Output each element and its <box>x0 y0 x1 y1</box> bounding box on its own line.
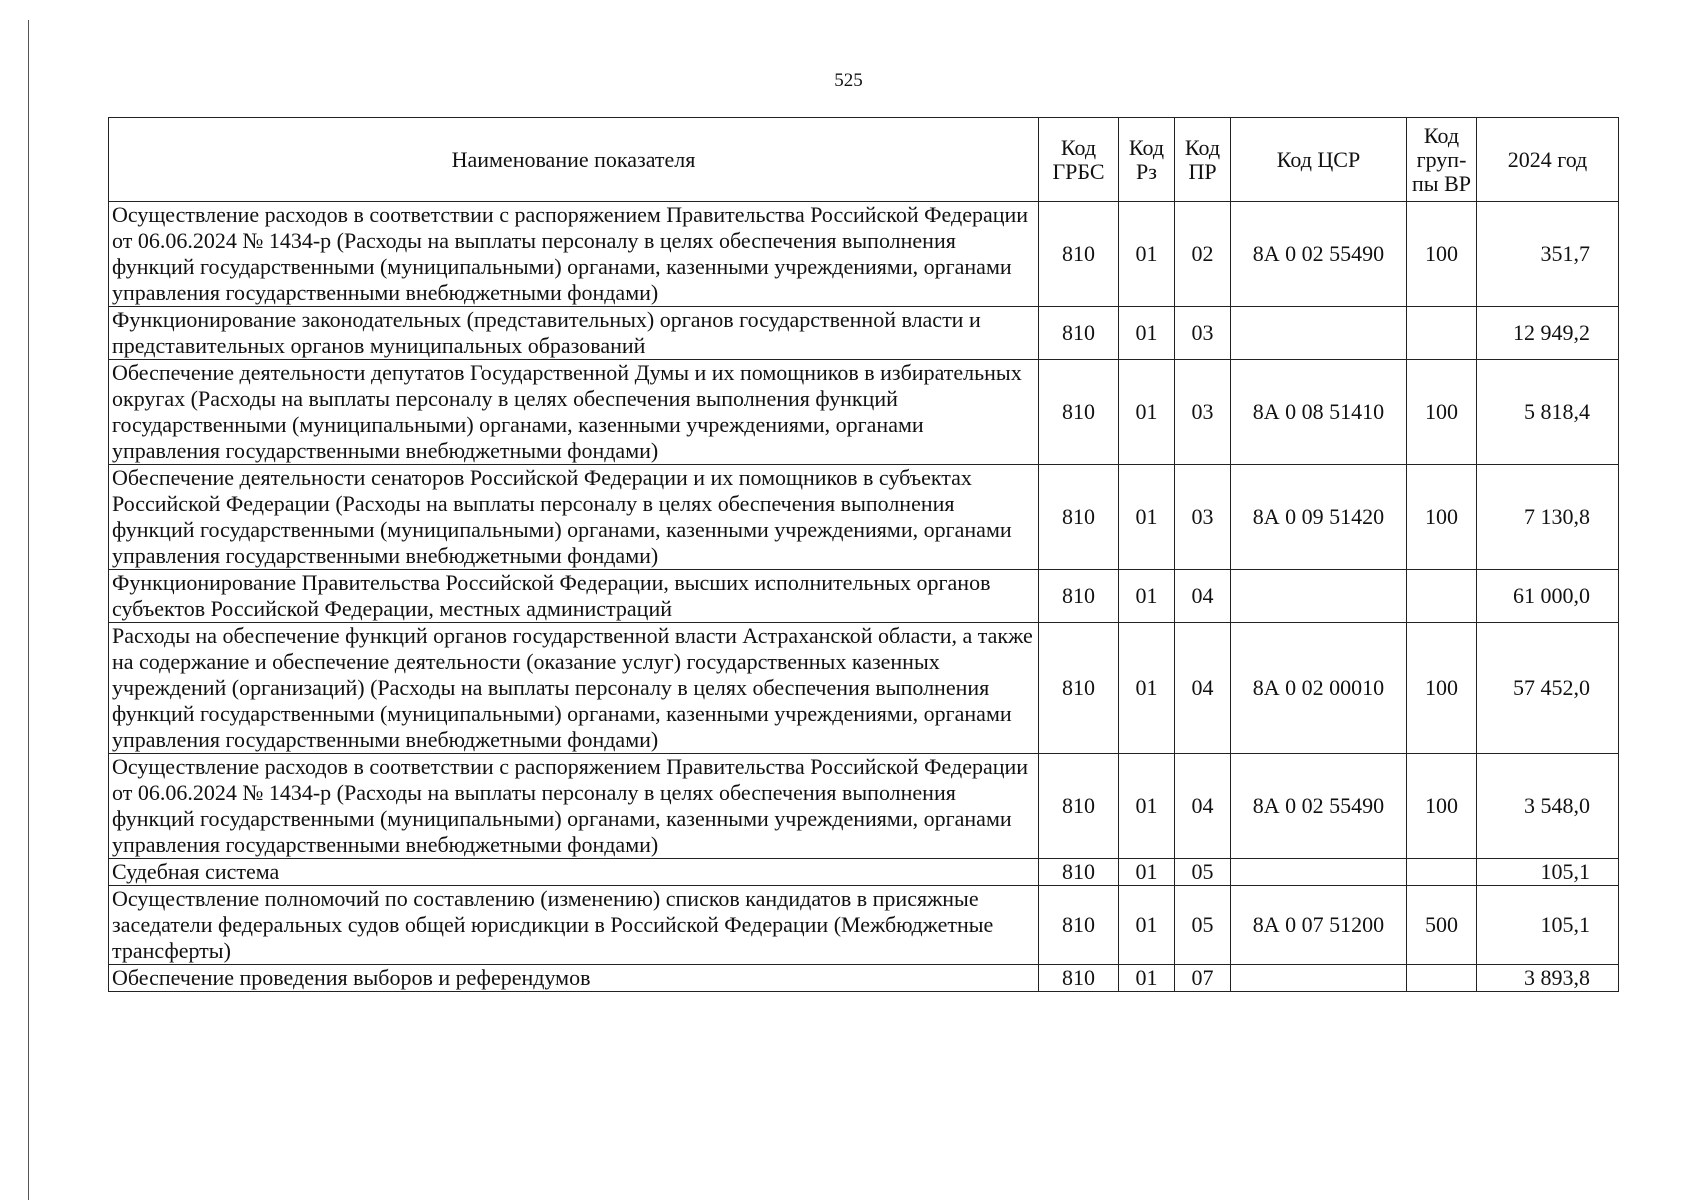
row-name-cell: Осуществление полномочий по составлению (изменению) списков кандидатов в присяжные заседатели федеральных судов общей юрисдикции в Российской Федерации (Межбюджетные трансферты) <box>109 886 1039 965</box>
row-csr-cell <box>1231 965 1407 992</box>
table-body <box>109 202 1619 992</box>
row-name-cell: Обеспечение деятельности депутатов Государственной Думы и их помощников в избирательных округах (Расходы на выплаты персоналу в целях обеспечения выполнения функций государственными (муниципальными) органами, казенными учреждениями, органами управления государственными внебюджетными фондами) <box>109 360 1039 465</box>
header-pr: Код ПР <box>1175 118 1231 202</box>
row-name-cell: Обеспечение проведения выборов и референдумов <box>109 965 1039 992</box>
row-csr-cell: 8А 0 07 51200 <box>1231 886 1407 965</box>
header-csr: Код ЦСР <box>1231 118 1407 202</box>
row-amount-cell: 3 893,8 <box>1477 965 1619 992</box>
row-name-cell: Судебная система <box>109 859 1039 886</box>
row-rz-cell: 01 <box>1119 859 1175 886</box>
row-csr-cell: 8А 0 02 55490 <box>1231 754 1407 859</box>
row-csr-cell: 8А 0 02 55490 <box>1231 202 1407 307</box>
row-amount-cell: 57 452,0 <box>1477 623 1619 754</box>
row-vr-cell <box>1407 307 1477 360</box>
row-amount-cell: 7 130,8 <box>1477 465 1619 570</box>
row-grbs-cell: 810 <box>1039 859 1119 886</box>
row-pr-cell: 05 <box>1175 886 1231 965</box>
row-vr-cell: 100 <box>1407 465 1477 570</box>
row-csr-cell: 8А 0 02 00010 <box>1231 623 1407 754</box>
row-pr-cell: 03 <box>1175 307 1231 360</box>
row-grbs-cell: 810 <box>1039 307 1119 360</box>
row-grbs-cell: 810 <box>1039 570 1119 623</box>
header-rz: Код Рз <box>1119 118 1175 202</box>
row-vr-cell <box>1407 859 1477 886</box>
table-header-row <box>109 118 1619 202</box>
row-rz-cell: 01 <box>1119 307 1175 360</box>
table-row <box>109 570 1619 623</box>
budget-table <box>108 117 1619 992</box>
row-amount-cell: 12 949,2 <box>1477 307 1619 360</box>
row-pr-cell: 03 <box>1175 465 1231 570</box>
row-vr-cell: 100 <box>1407 360 1477 465</box>
scan-edge-line <box>28 20 29 1200</box>
table-row <box>109 202 1619 307</box>
row-grbs-cell: 810 <box>1039 465 1119 570</box>
table-row <box>109 859 1619 886</box>
header-year: 2024 год <box>1477 118 1619 202</box>
row-rz-cell: 01 <box>1119 965 1175 992</box>
row-grbs-cell: 810 <box>1039 202 1119 307</box>
row-rz-cell: 01 <box>1119 202 1175 307</box>
row-name-cell: Обеспечение деятельности сенаторов Российской Федерации и их помощников в субъектах Российской Федерации (Расходы на выплаты персоналу в целях обеспечения выполнения функций государственными (муниципальными) органами, казенными учреждениями, органами управления государственными внебюджетными фондами) <box>109 465 1039 570</box>
page-number: 525 <box>834 70 863 91</box>
row-csr-cell <box>1231 570 1407 623</box>
row-rz-cell: 01 <box>1119 754 1175 859</box>
row-amount-cell: 5 818,4 <box>1477 360 1619 465</box>
row-pr-cell: 03 <box>1175 360 1231 465</box>
row-amount-cell: 61 000,0 <box>1477 570 1619 623</box>
row-rz-cell: 01 <box>1119 623 1175 754</box>
row-vr-cell: 100 <box>1407 623 1477 754</box>
row-grbs-cell: 810 <box>1039 754 1119 859</box>
header-name: Наименование показателя <box>109 118 1039 202</box>
row-pr-cell: 05 <box>1175 859 1231 886</box>
row-vr-cell: 100 <box>1407 202 1477 307</box>
row-rz-cell: 01 <box>1119 360 1175 465</box>
row-amount-cell: 105,1 <box>1477 859 1619 886</box>
row-pr-cell: 04 <box>1175 754 1231 859</box>
row-name-cell: Расходы на обеспечение функций органов государственной власти Астраханской области, а также на содержание и обеспечение деятельности (оказание услуг) государственных казенных учреждений (организаций) (Расходы на выплаты персоналу в целях обеспечения выполнения функций государственными (муниципальными) органами, казенными учреждениями, органами управления государственными внебюджетными фондами) <box>109 623 1039 754</box>
row-pr-cell: 04 <box>1175 623 1231 754</box>
row-name-cell: Функционирование Правительства Российской Федерации, высших исполнительных органов субъектов Российской Федерации, местных администраций <box>109 570 1039 623</box>
row-rz-cell: 01 <box>1119 570 1175 623</box>
row-vr-cell: 100 <box>1407 754 1477 859</box>
header-grbs: Код ГРБС <box>1039 118 1119 202</box>
row-grbs-cell: 810 <box>1039 623 1119 754</box>
row-amount-cell: 351,7 <box>1477 202 1619 307</box>
row-csr-cell <box>1231 859 1407 886</box>
row-pr-cell: 02 <box>1175 202 1231 307</box>
table-row <box>109 465 1619 570</box>
table-row <box>109 886 1619 965</box>
row-grbs-cell: 810 <box>1039 360 1119 465</box>
table-row <box>109 360 1619 465</box>
row-grbs-cell: 810 <box>1039 886 1119 965</box>
row-name-cell: Осуществление расходов в соответствии с распоряжением Правительства Российской Федерации от 06.06.2024 № 1434-р (Расходы на выплаты персоналу в целях обеспечения выполнения функций государственными (муниципальными) органами, казенными учреждениями, органами управления государственными внебюджетными фондами) <box>109 202 1039 307</box>
row-csr-cell: 8А 0 08 51410 <box>1231 360 1407 465</box>
table-row <box>109 754 1619 859</box>
header-vr: Код груп-пы ВР <box>1407 118 1477 202</box>
row-pr-cell: 04 <box>1175 570 1231 623</box>
row-name-cell: Функционирование законодательных (представительных) органов государственной власти и представительных органов муниципальных образований <box>109 307 1039 360</box>
table-row <box>109 965 1619 992</box>
row-vr-cell: 500 <box>1407 886 1477 965</box>
row-pr-cell: 07 <box>1175 965 1231 992</box>
row-amount-cell: 105,1 <box>1477 886 1619 965</box>
row-rz-cell: 01 <box>1119 465 1175 570</box>
row-name-cell: Осуществление расходов в соответствии с распоряжением Правительства Российской Федерации от 06.06.2024 № 1434-р (Расходы на выплаты персоналу в целях обеспечения выполнения функций государственными (муниципальными) органами, казенными учреждениями, органами управления государственными внебюджетными фондами) <box>109 754 1039 859</box>
row-csr-cell <box>1231 307 1407 360</box>
row-csr-cell: 8А 0 09 51420 <box>1231 465 1407 570</box>
row-vr-cell <box>1407 965 1477 992</box>
table-row <box>109 623 1619 754</box>
row-rz-cell: 01 <box>1119 886 1175 965</box>
row-vr-cell <box>1407 570 1477 623</box>
row-amount-cell: 3 548,0 <box>1477 754 1619 859</box>
table-row <box>109 307 1619 360</box>
row-grbs-cell: 810 <box>1039 965 1119 992</box>
